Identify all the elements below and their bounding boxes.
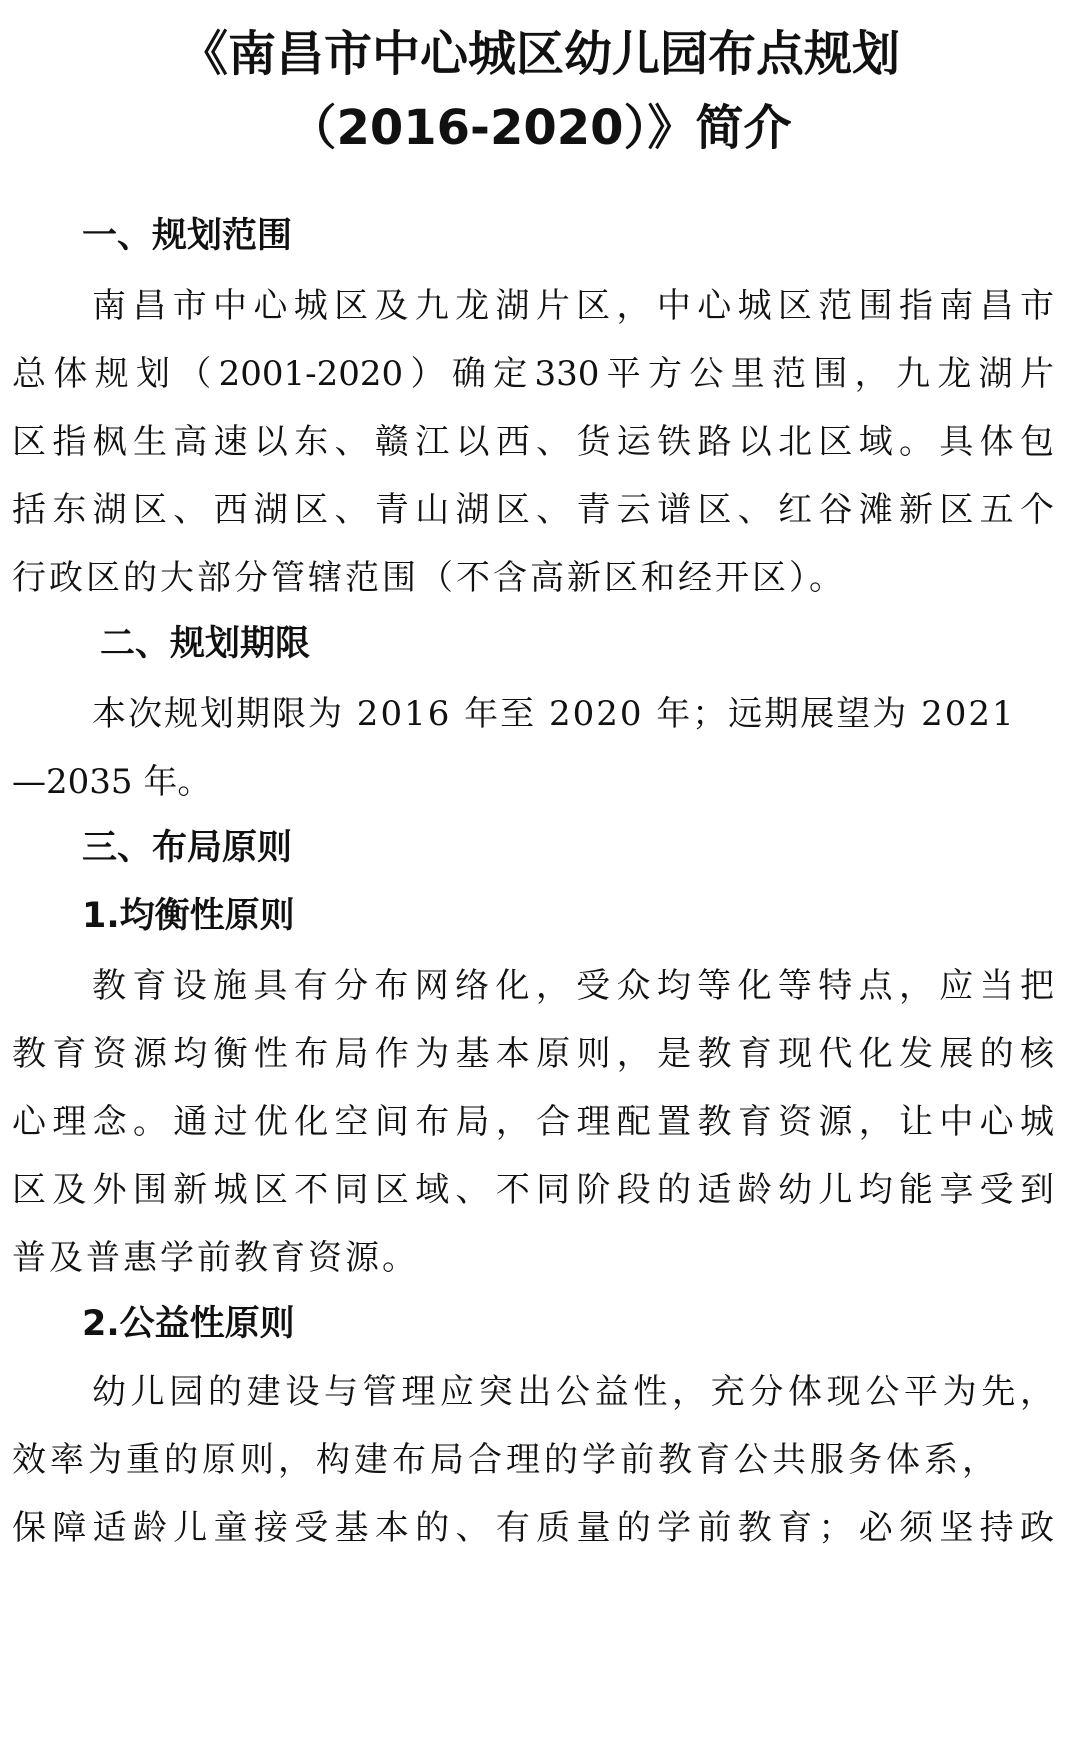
paragraph-line: 括东湖区、西湖区、青山湖区、青云谱区、红谷滩新区五个 (12, 490, 1054, 530)
subsection-heading-balance: 1.均衡性原则 (82, 896, 295, 936)
paragraph-line: 总体规划（2001-2020）确定330平方公里范围，九龙湖片 (12, 354, 1054, 394)
subsection-heading-public-welfare: 2.公益性原则 (82, 1304, 295, 1344)
paragraph-line: 教育设施具有分布网络化，受众均等化等特点，应当把 (92, 966, 1054, 1006)
section-heading-principles: 三、布局原则 (82, 828, 293, 868)
paragraph-line: 区及外围新城区不同区域、不同阶段的适龄幼儿均能享受到 (12, 1170, 1054, 1210)
paragraph-line: —2035 年。 (12, 762, 212, 802)
paragraph-line: 南昌市中心城区及九龙湖片区，中心城区范围指南昌市 (92, 286, 1054, 326)
paragraph-line: 心理念。通过优化空间布局，合理配置教育资源，让中心城 (12, 1102, 1054, 1142)
paragraph-line: 保障适龄儿童接受基本的、有质量的学前教育；必须坚持政 (12, 1508, 1054, 1548)
section-heading-scope: 一、规划范围 (82, 216, 293, 256)
paragraph-line: 行政区的大部分管辖范围（不含高新区和经开区）。 (12, 558, 846, 598)
paragraph-line: 幼儿园的建设与管理应突出公益性，充分体现公平为先， (92, 1372, 1054, 1412)
paragraph-line: 效率为重的原则，构建布局合理的学前教育公共服务体系， (12, 1440, 1000, 1480)
paragraph-line: 本次规划期限为 2016 年至 2020 年；远期展望为 2021 (92, 694, 1016, 734)
paragraph-line: 教育资源均衡性布局作为基本原则，是教育现代化发展的核 (12, 1034, 1054, 1074)
paragraph-line: 区指枫生高速以东、赣江以西、货运铁路以北区域。具体包 (12, 422, 1054, 462)
document-title-line-2: （2016-2020）》简介 (288, 100, 792, 156)
document-title-line-1: 《南昌市中心城区幼儿园布点规划 (179, 26, 900, 82)
paragraph-line: 普及普惠学前教育资源。 (12, 1238, 419, 1278)
section-heading-period: 二、规划期限 (100, 624, 311, 664)
